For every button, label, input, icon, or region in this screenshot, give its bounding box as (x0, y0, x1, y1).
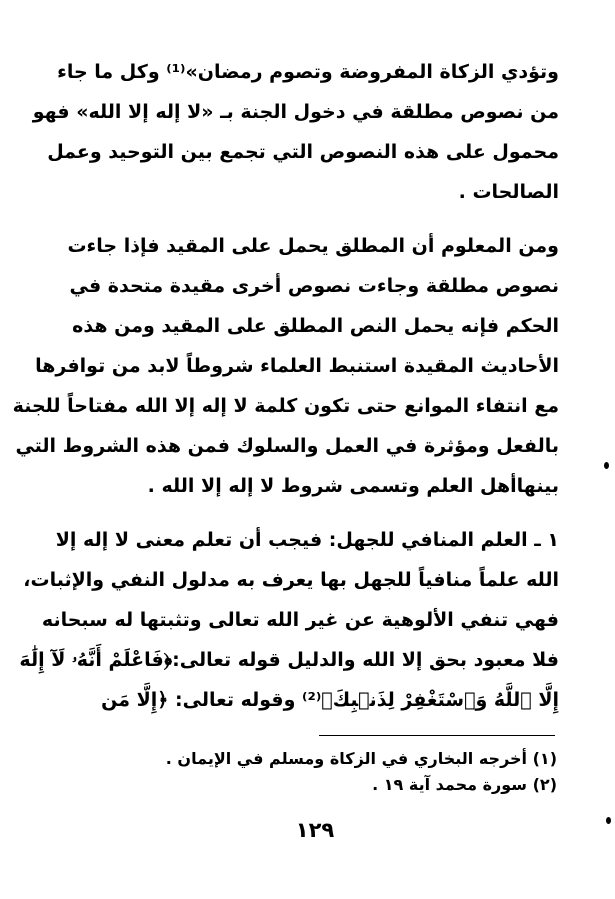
text-line: من نصوص مطلقة في دخول الجنة بـ «لا إله إلا الله» فهو (32, 101, 559, 123)
text-line: نصوص مطلقة وجاءت نصوص أخرى مقيدة متحدة في (69, 275, 559, 297)
text-line: الأحاديث المقيدة استنبط العلماء شروطاً لابد من توافرها (35, 355, 559, 377)
text-line: بينهاأهل العلم وتسمى شروط لا إله إلا الله . (147, 475, 559, 497)
text-line: الصالحات . (458, 181, 559, 203)
scan-speck (606, 817, 611, 824)
text-line: إِلَّا ٱللَّهُ وَٱسْتَغْفِرْ لِذَنۢبِكَ﴾⁽²⁾ وقوله تعالى: ﴿إِلَّا مَن (101, 689, 559, 711)
text-line: الله علماً منافياً للجهل بها يعرف به مدلول النفي والإثبات، (23, 569, 559, 591)
text-line: بالفعل ومؤثرة في العمل والسلوك فمن هذه الشروط التي (15, 435, 559, 457)
text-line: وتؤدي الزكاة المفروضة وتصوم رمضان»⁽¹⁾ وكل ما جاء (57, 61, 559, 83)
paragraph-gap (68, 212, 559, 226)
scan-speck (604, 462, 609, 469)
paragraph-gap (68, 506, 559, 520)
text-line: ١ ـ العلم المنافي للجهل: فيجب أن تعلم معنى لا إله إلا (55, 529, 559, 551)
text-line: محمول على هذه النصوص التي تجمع بين التوحيد وعمل (47, 141, 559, 163)
text-line: ومن المعلوم أن المطلق يحمل على المقيد فإذا جاءت (67, 235, 559, 257)
text-line: فهي تنفي الألوهية عن غير الله تعالى وتثبتها له سبحانه (41, 609, 559, 631)
main-text (12, 52, 559, 720)
text-line: فلا معبود بحق إلا الله والدليل قوله تعالى:﴿فَاعْلَمْ أَنَّهُۥ لَآ إِلَٰهَ (19, 649, 559, 671)
footnote-1: (١) أخرجه البخاري في الزكاة ومسلم في الإيمان . (165, 749, 557, 768)
footnotes (137, 746, 557, 798)
footnote-divider (319, 735, 555, 736)
page-number: ١٢٩ (295, 818, 335, 842)
text-line: مع انتفاء الموانع حتى تكون كلمة لا إله إلا الله مفتاحاً للجنة (12, 395, 559, 417)
footnote-2: (٢) سورة محمد آية ١٩ . (372, 775, 557, 794)
text-line: الحكم فإنه يحمل النص المطلق على المقيد ومن هذه (72, 315, 559, 337)
